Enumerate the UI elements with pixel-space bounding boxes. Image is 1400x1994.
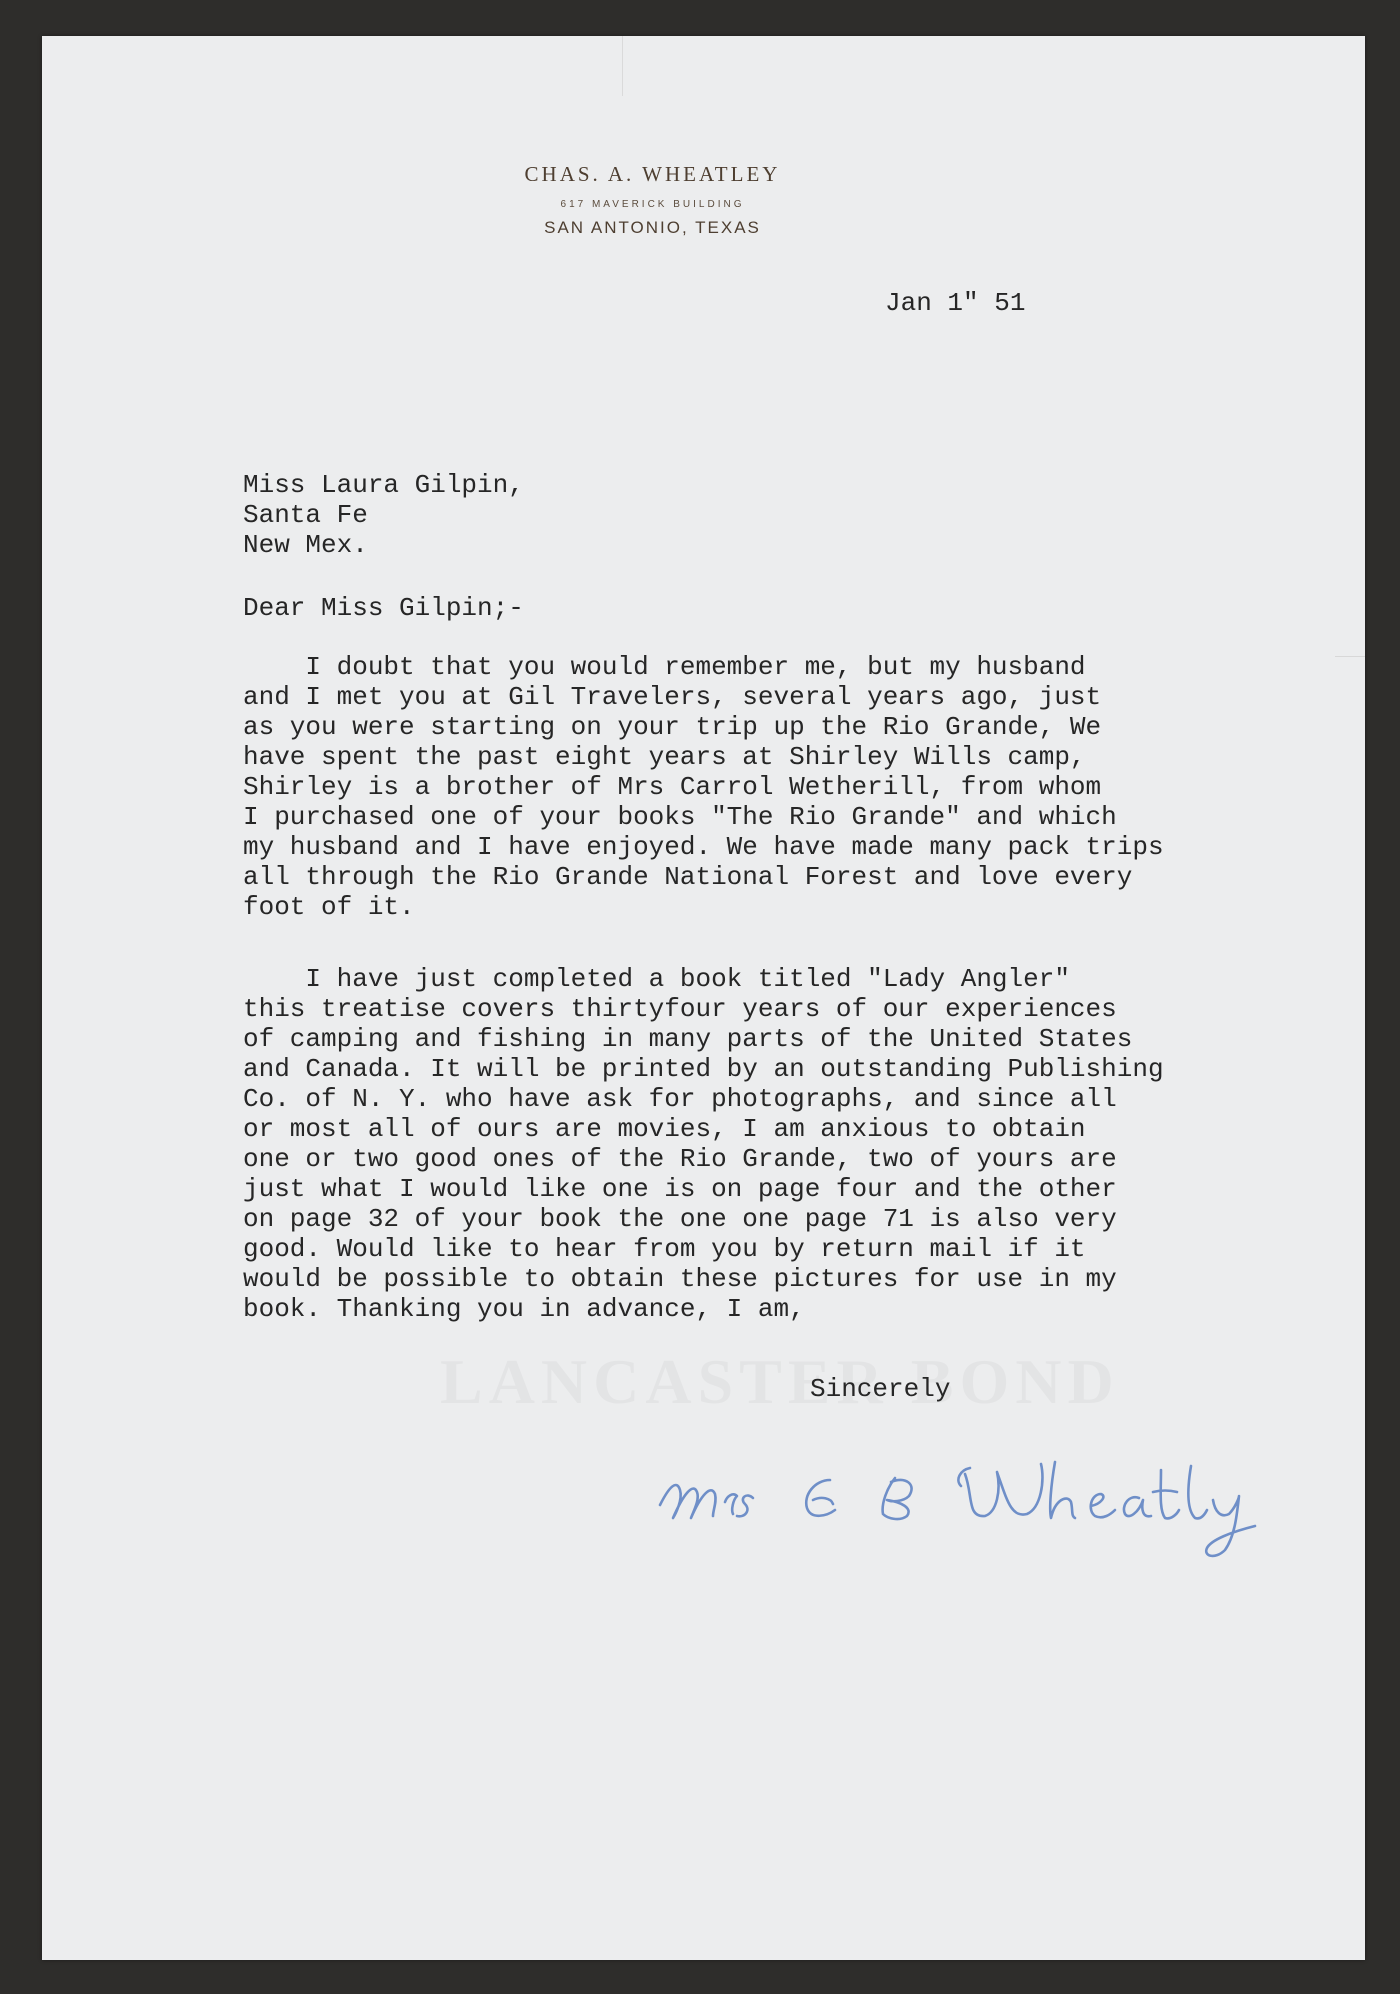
recipient-address bbox=[243, 470, 524, 560]
letterhead-building: 617 MAVERICK BUILDING bbox=[560, 199, 745, 210]
body-paragraph-1: I doubt that you would remember me, but my husband and I met you at Gil Travelers, several years ago, just as you were starting on your trip up the Rio Grande, We have spent the past eight years at Shirley Wills camp, Shirley is a brother of Mrs Carrol Wetherill, from whom I purchased one of your books "The Rio Grande" and which my husband and I have enjoyed. We have made many pack trips all through the Rio Grande National Forest and love every foot of it. bbox=[243, 652, 1164, 922]
recipient-state: New Mex. bbox=[243, 530, 368, 560]
letter-date: Jan 1" 51 bbox=[885, 288, 1026, 318]
letterhead-name: CHAS. A. WHEATLEY bbox=[524, 162, 781, 186]
paper-crease bbox=[622, 36, 623, 96]
salutation: Dear Miss Gilpin;- bbox=[243, 593, 524, 623]
paper-fold bbox=[1335, 656, 1365, 657]
paper-watermark bbox=[440, 1345, 1120, 1419]
recipient-name: Miss Laura Gilpin, bbox=[243, 470, 524, 500]
handwritten-signature bbox=[655, 1440, 1335, 1570]
letterhead bbox=[470, 162, 835, 238]
complimentary-close: Sincerely bbox=[810, 1374, 951, 1404]
body-paragraph-2: I have just completed a book titled "Lady Angler" this treatise covers thirtyfour years of our experiences of camping and fishing in many parts of the United States and Canada. It will be printed by an outstanding Publishing Co. of N. Y. who have ask for photographs, and since all or most all of ours are movies, I am anxious to obtain one or two good ones of the Rio Grande, two of yours are just what I would like one is on page four and the other on page 32 of your book the one one page 71 is also very good. Would like to hear from you by return mail if it would be possible to obtain these pictures for use in my book. Thanking you in advance, I am, bbox=[243, 964, 1164, 1324]
recipient-city: Santa Fe bbox=[243, 500, 368, 530]
letterhead-city: SAN ANTONIO, TEXAS bbox=[544, 218, 761, 237]
